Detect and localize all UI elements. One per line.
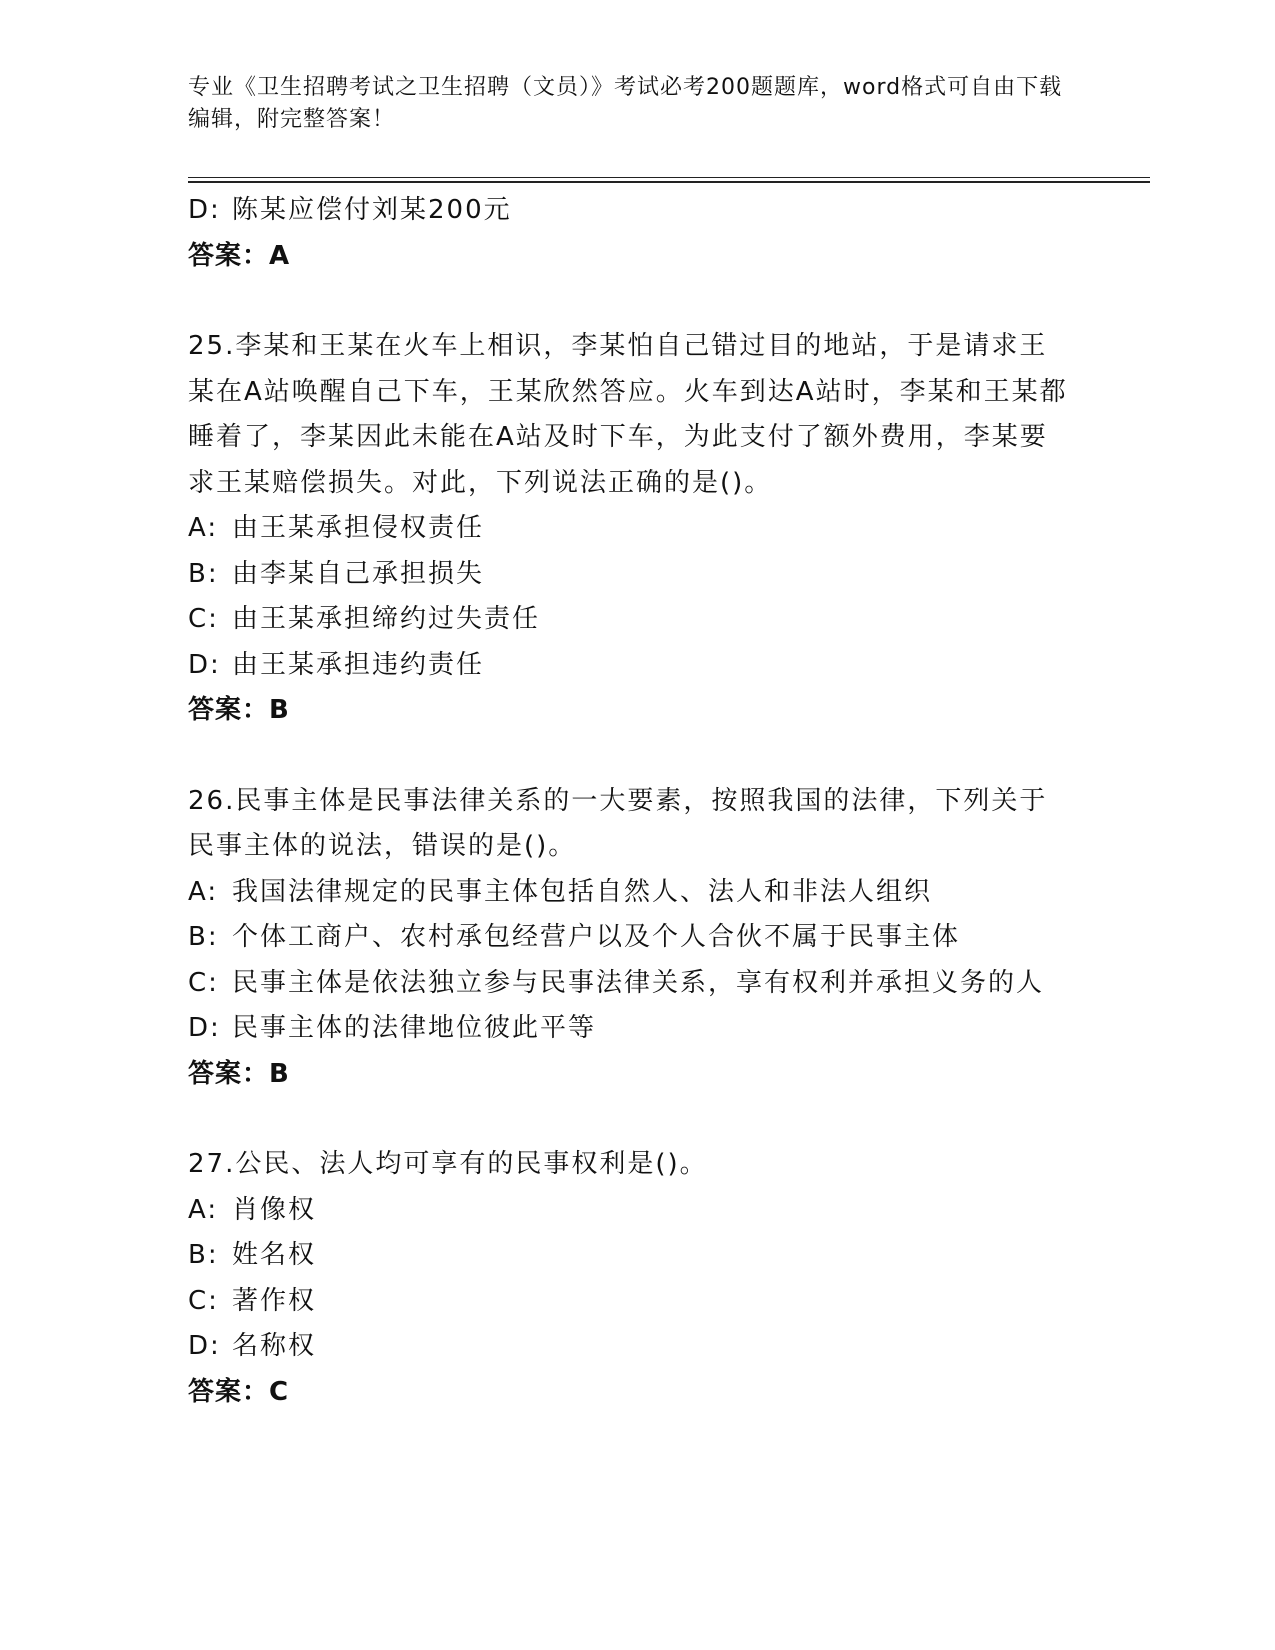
question-stem: 26.民事主体是民事法律关系的一大要素，按照我国的法律，下列关于民事主体的说法，错误的是()。 (188, 785, 1048, 861)
option-c (188, 961, 1088, 1007)
document-body (188, 188, 1088, 1415)
question-26 (188, 779, 1088, 1098)
answer-line: 答案：C (188, 1376, 290, 1407)
header-divider-thick (188, 181, 1150, 183)
spacer (188, 279, 1088, 324)
option-text: 我国法律规定的民事主体包括自然人、法人和非法人组织 (232, 876, 933, 907)
option-text: 民事主体是依法独立参与民事法律关系，享有权利并承担义务的人 (232, 967, 1045, 998)
answer-line: 答案：B (188, 1058, 290, 1089)
option-text: 姓名权 (232, 1240, 317, 1270)
option-label: A: (188, 513, 219, 543)
option-b (188, 915, 1088, 961)
option-c (188, 1279, 1088, 1325)
option-text: 由王某承担违约责任 (232, 649, 485, 680)
option-text: 由李某自己承担损失 (232, 558, 485, 589)
option-text: 由王某承担缔约过失责任 (232, 604, 541, 634)
question-27 (188, 1142, 1088, 1415)
option-label: D: (188, 1013, 221, 1043)
header-divider-thin (188, 177, 1150, 178)
option-label: D: (188, 649, 221, 680)
question-25 (188, 324, 1088, 734)
option-text: 著作权 (232, 1285, 317, 1316)
option-text: 个体工商户、农村承包经营户以及个人合伙不属于民事主体 (232, 922, 961, 952)
question-stem: 25.李某和王某在火车上相识，李某怕自己错过目的地站，于是请求王某在A站唤醒自己下车，王某欣然答应。火车到达A站时，李某和王某都睡着了，李某因此未能在A站及时下车，为此支付了额外费用，李某要求王某赔偿损失。对此，下列说法正确的是()。 (188, 331, 1068, 498)
answer-line: 答案：A (188, 240, 291, 271)
option-text: 由王某承担侵权责任 (232, 513, 485, 543)
answer-line: 答案：B (188, 695, 290, 725)
option-label: A: (188, 876, 219, 907)
option-b (188, 552, 1088, 598)
option-a (188, 870, 1088, 916)
option-c (188, 597, 1088, 643)
option-label: B: (188, 1240, 219, 1270)
option-label: B: (188, 558, 219, 589)
option-text: 民事主体的法律地位彼此平等 (232, 1013, 597, 1043)
option-label: A: (188, 1194, 219, 1225)
option-d (188, 188, 1088, 234)
option-text: 陈某应偿付刘某200元 (232, 195, 512, 225)
option-text: 名称权 (232, 1331, 317, 1361)
option-a (188, 1188, 1088, 1234)
option-d (188, 643, 1088, 689)
spacer (188, 734, 1088, 779)
option-d (188, 1006, 1088, 1052)
option-label: C: (188, 604, 219, 634)
option-d (188, 1324, 1088, 1370)
spacer (188, 1097, 1088, 1142)
option-label: D: (188, 1331, 221, 1361)
option-label: C: (188, 967, 219, 998)
question-stem: 27.公民、法人均可享有的民事权利是()。 (188, 1149, 708, 1179)
option-label: B: (188, 922, 219, 952)
option-label: C: (188, 1285, 219, 1316)
option-label: D: (188, 195, 221, 225)
option-a (188, 506, 1088, 552)
option-b (188, 1233, 1088, 1279)
document-header: 专业《卫生招聘考试之卫生招聘（文员）》考试必考200题题库，word格式可自由下载编辑，附完整答案！ (188, 75, 1063, 132)
option-text: 肖像权 (232, 1194, 317, 1225)
